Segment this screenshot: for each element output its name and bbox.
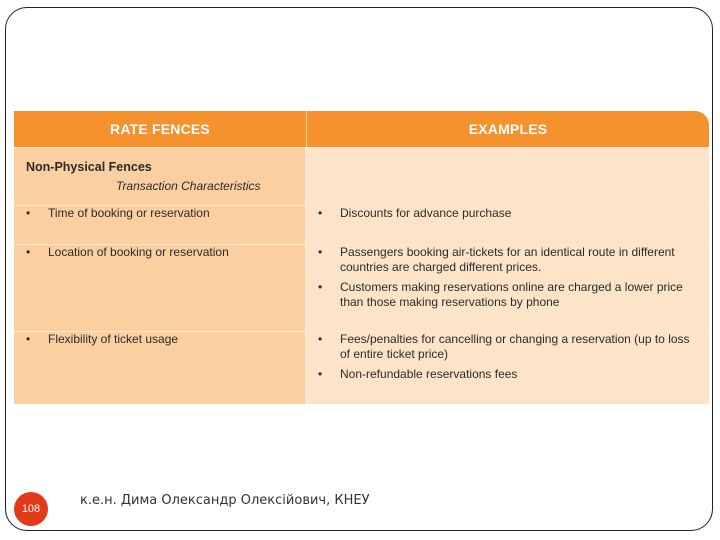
rate-fences-table [14,111,709,404]
fence-text: Location of booking or reservation [48,245,229,259]
category-title: Non-Physical Fences [26,160,152,174]
bullet: • [318,332,323,346]
bullet: • [318,280,323,294]
bullet: • [26,245,31,259]
example-text: Customers making reservations online are charged a lower price than those making reservations by phone [340,280,683,309]
bullet: • [26,332,31,346]
fence-text: Flexibility of ticket usage [48,332,179,346]
example-text: Discounts for advance purchase [340,206,512,220]
bullet: • [26,206,31,220]
example-text: Non-refundable reservations fees [340,367,518,381]
category-subtitle: Transaction Characteristics [116,179,261,193]
bullet: • [318,245,323,259]
page-number-badge: 108 [14,492,48,526]
bullet: • [318,367,323,381]
table-row [14,331,709,404]
table-row [14,244,709,331]
bullet: • [318,206,323,220]
header-rate-fences: RATE FENCES [14,111,307,147]
table-header [14,111,709,147]
fence-text: Time of booking or reservation [48,206,210,220]
category-row [14,147,709,205]
example-text: Fees/penalties for cancelling or changing a reservation (up to loss of entire ticket price) [340,332,690,361]
table-row [14,205,709,244]
author-footer: к.е.н. Дима Олександр Олексійович, КНЕУ [80,493,370,508]
header-examples: EXAMPLES [468,121,548,137]
example-text: Passengers booking air-tickets for an identical route in different countries are charged different prices. [340,245,675,274]
